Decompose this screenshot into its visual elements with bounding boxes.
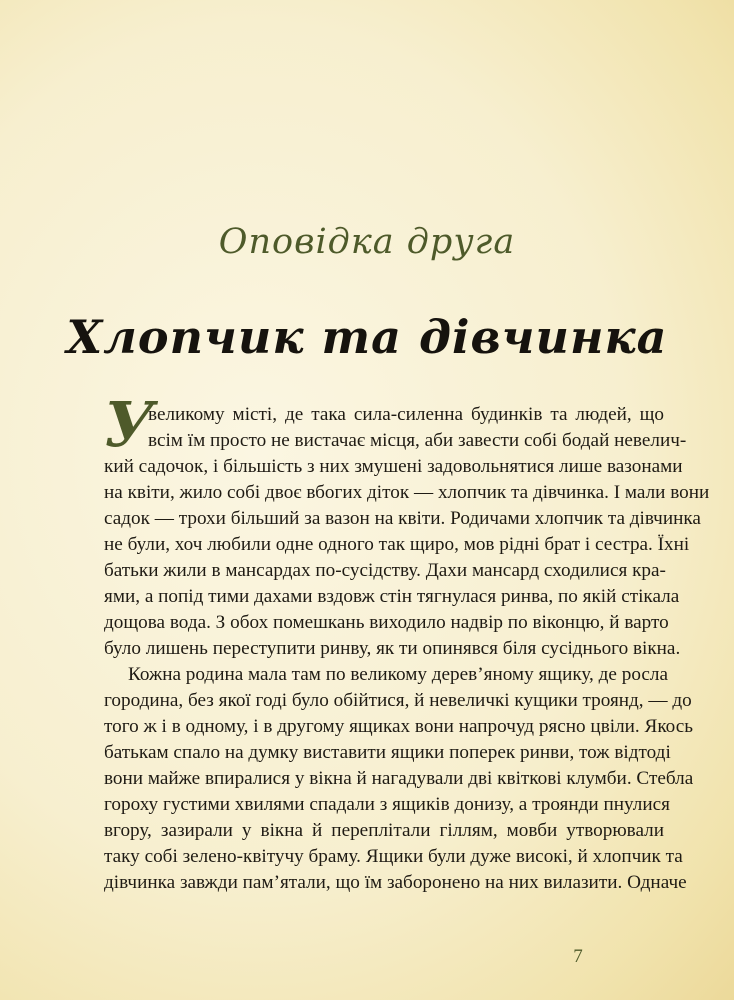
chapter-heading: Оповідка друга [218,222,516,262]
text-line-12: городина, без якої годі було обійтися, й невеличкі кущики троянд, — до [104,690,692,711]
text-line-11: Кожна родина мала там по великому дерев’яному ящику, де росла [128,664,669,685]
text-line-5: садок — трохи більший за вазон на квіти. Родичами хлопчик та дівчинка [104,508,701,529]
text-line-10: було лишень переступити ринву, як ти опинявся біля сусіднього вікна. [104,638,681,659]
text-line-13: того ж і в одному, і в другому ящиках вони напрочуд рясно цвіли. Якось [104,716,694,737]
text-line-6: не були, хоч любили одне одного так щиро, мов рідні брат і сестра. Їхні [104,534,690,555]
drop-cap-letter: У [104,388,155,461]
text-line-17: вгору, зазирали у вікна й переплітали гіллям, мовби утворювали [104,820,664,841]
text-line-9: дощова вода. З обох помешкань виходило надвір по віконцю, й варто [104,612,669,633]
text-line-19: дівчинка завжди пам’ятали, що їм заборонено на них вилазити. Одначе [104,872,687,893]
text-line-1: великому місті, де така сила-силенна будинків та людей, що [148,404,664,425]
text-line-16: гороху густими хвилями спадали з ящиків донизу, а троянди пнулися [104,794,670,815]
text-line-8: ями, а попід тими дахами вздовж стін тягнулася ринва, по якій стікала [104,586,680,607]
page-number: 7 [573,946,583,967]
text-line-3: кий садочок, і більшість з них змушені задовольнятися лише вазонами [104,456,683,477]
text-line-18: таку собі зелено-квітучу браму. Ящики були дуже високі, й хлопчик та [104,846,683,867]
text-line-2: всім їм просто не вистачає місця, аби завести собі бодай невелич- [148,430,687,451]
story-title: Хлопчик та дівчинка [66,310,668,364]
text-line-7: батьки жили в мансардах по-сусідству. Дахи мансард сходилися кра- [104,560,666,581]
text-line-15: вони майже впиралися у вікна й нагадували дві квіткові клумби. Стебла [104,768,694,789]
text-line-4: на квіти, жило собі двоє вбогих діток — хлопчик та дівчинка. І мали вони [104,482,710,503]
text-line-14: батькам спало на думку виставити ящики поперек ринви, тож відтоді [104,742,671,763]
